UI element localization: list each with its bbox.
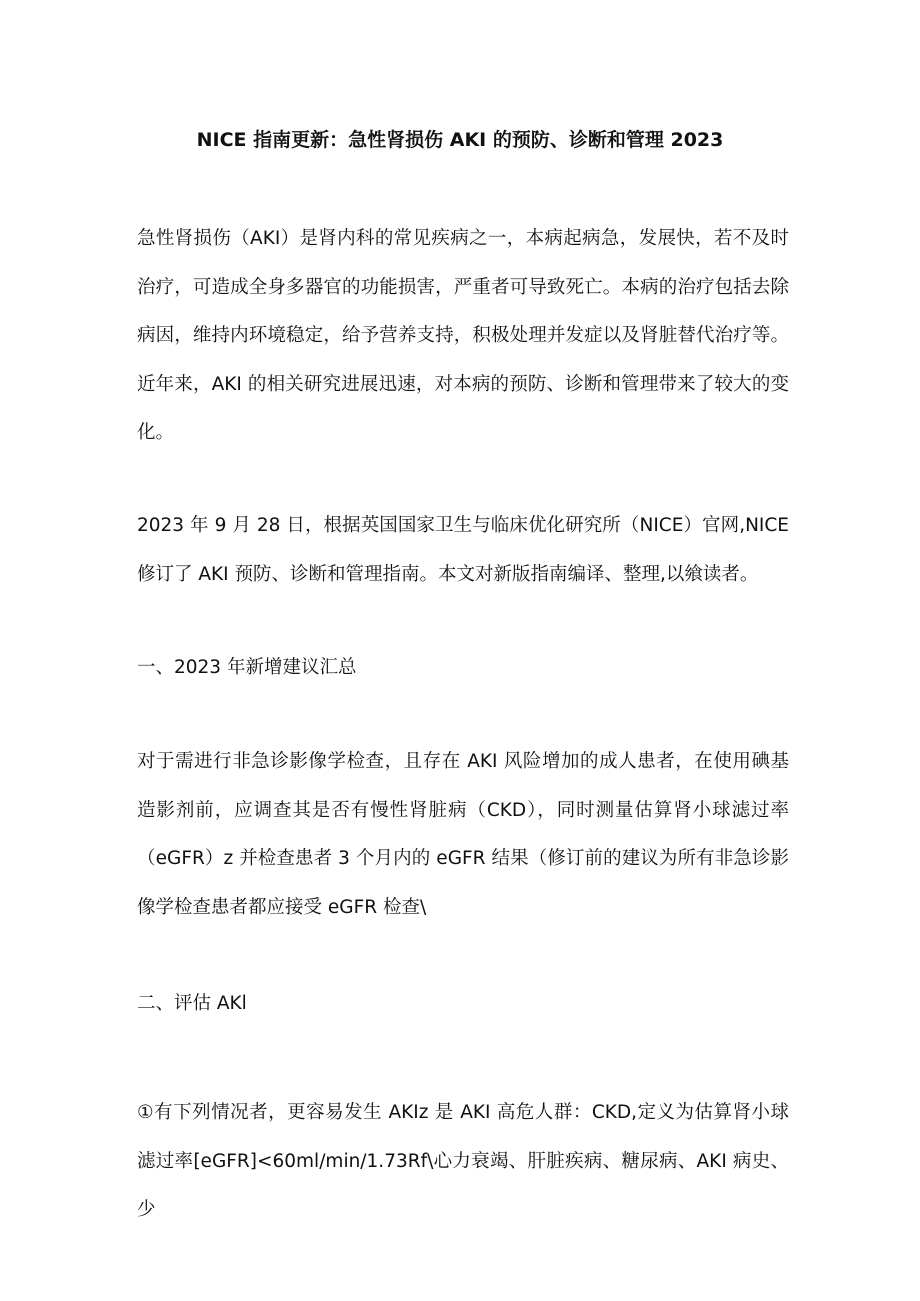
section-body-assess-aki: ①有下列情况者，更容易发生 AKIz 是 AKI 高危人群：CKD,定义为估算肾小球滤过率[eGFR]<60ml/min/1.73Rf\心力衰竭、肝脏疾病、糖尿病、AKI 病史、少 xyxy=(137,1102,789,1220)
section-heading-new-recommendations: 一、2023 年新增建议汇总 xyxy=(137,657,357,678)
source-paragraph: 2023 年 9 月 28 日，根据英国国家卫生与临床优化研究所（NICE）官网,NICE 修订了 AKI 预防、诊断和管理指南。本文对新版指南编译、整理,以飨读者。 xyxy=(137,515,789,585)
intro-paragraph: 急性肾损伤（AKI）是肾内科的常见疾病之一，本病起病急，发展快，若不及时治疗，可造成全身多器官的功能损害，严重者可导致死亡。本病的治疗包括去除病因，维持内环境稳定，给予营养支持，积极处理并发症以及肾脏替代治疗等。近年来，AKI 的相关研究进展迅速，对本病的预防、诊断和管理带来了较大的变化。 xyxy=(137,228,789,443)
section-body-new-recommendations: 对于需进行非急诊影像学检查，且存在 AKI 风险增加的成人患者，在使用碘基造影剂前，应调查其是否有慢性肾脏病（CKD），同时测量估算肾小球滤过率（eGFR）z 并检查患者 3 个月内的 eGFR 结果（修订前的建议为所有非急诊影像学检查患者都应接受 eGFR 检查\ xyxy=(137,751,789,918)
section-heading-assess-aki: 二、评估 AKl xyxy=(137,993,247,1014)
document-title: NICE 指南更新：急性肾损伤 AKI 的预防、诊断和管理 2023 xyxy=(196,129,724,151)
